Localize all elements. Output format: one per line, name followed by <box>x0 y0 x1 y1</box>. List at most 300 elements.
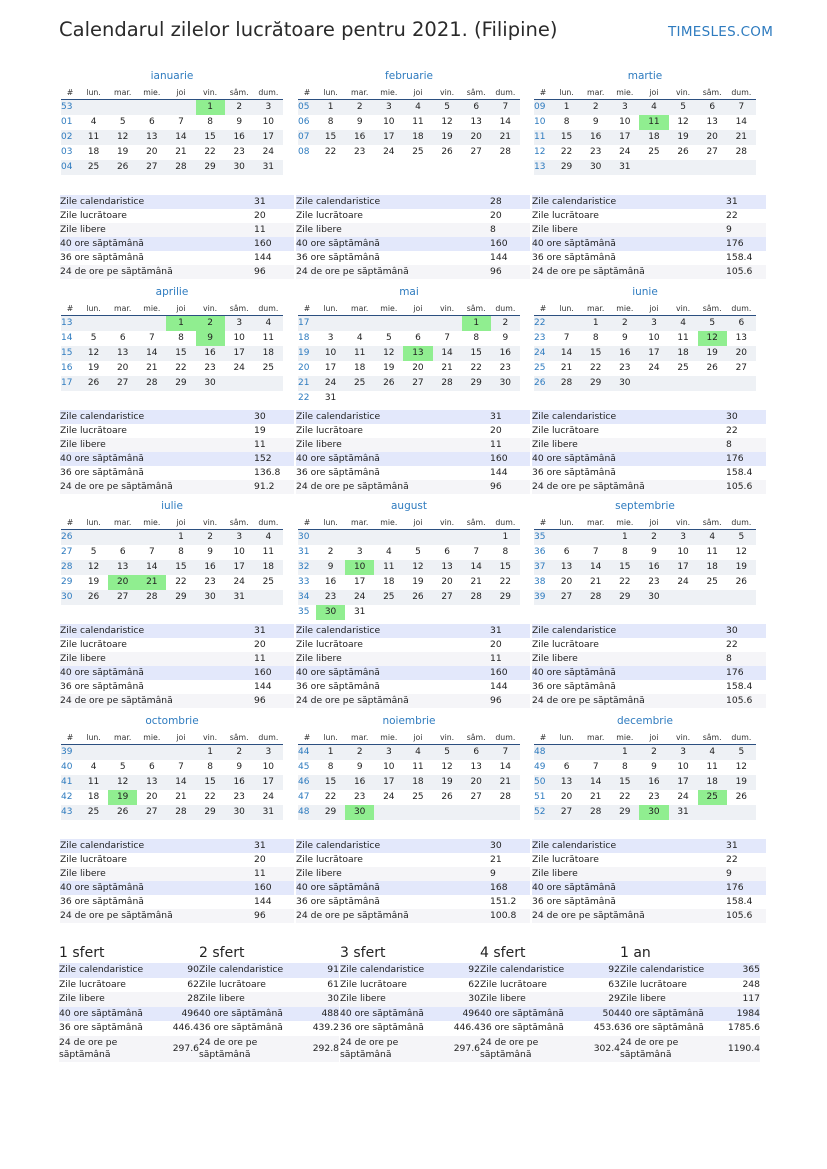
day-cell[interactable]: 14 <box>552 346 581 361</box>
day-cell[interactable]: 29 <box>491 590 520 605</box>
day-cell[interactable]: 13 <box>706 117 718 127</box>
day-cell[interactable]: 6 <box>415 333 421 343</box>
day-cell[interactable]: 5 <box>727 745 756 760</box>
day-cell[interactable]: 24 <box>383 147 395 157</box>
day-cell[interactable]: 8 <box>592 333 599 343</box>
day-cell[interactable]: 5 <box>90 333 97 343</box>
day-cell[interactable]: 7 <box>491 100 520 115</box>
day-cell[interactable]: 25 <box>677 363 689 373</box>
day-cell[interactable]: 21 <box>589 792 602 802</box>
day-cell[interactable]: 4 <box>403 745 432 760</box>
day-cell[interactable]: 30 <box>639 590 668 605</box>
day-cell[interactable]: 5 <box>669 100 698 115</box>
day-cell[interactable]: 8 <box>621 762 628 772</box>
day-cell[interactable]: 21 <box>175 792 187 802</box>
day-cell[interactable]: 7 <box>727 100 756 115</box>
day-cell[interactable]: 23 <box>648 792 660 802</box>
day-cell[interactable]: 28 <box>462 590 491 605</box>
day-cell[interactable]: 18 <box>254 346 283 361</box>
day-cell[interactable]: 19 <box>669 130 698 145</box>
day-cell[interactable]: 5 <box>698 316 727 331</box>
day-cell[interactable]: 18 <box>698 560 727 575</box>
day-cell[interactable]: 26 <box>677 147 689 157</box>
day-cell[interactable]: 29 <box>166 590 195 605</box>
day-cell[interactable]: 8 <box>502 547 509 557</box>
day-cell[interactable]: 1 <box>581 316 610 331</box>
day-cell[interactable]: 23 <box>589 147 602 157</box>
day-cell[interactable]: 24 <box>619 147 631 157</box>
day-cell[interactable]: 17 <box>669 775 698 790</box>
day-cell[interactable]: 28 <box>137 376 166 391</box>
day-cell[interactable]: 3 <box>356 547 363 557</box>
day-cell[interactable]: 6 <box>119 333 126 343</box>
day-cell[interactable]: 16 <box>345 775 374 790</box>
day-cell[interactable]: 11 <box>345 346 374 361</box>
day-cell[interactable]: 28 <box>735 147 748 157</box>
day-cell[interactable]: 31 <box>254 805 283 820</box>
day-cell[interactable]: 27 <box>108 376 137 391</box>
day-cell[interactable]: 26 <box>735 792 748 802</box>
day-cell[interactable]: 3 <box>225 530 254 545</box>
day-cell[interactable]: 28 <box>137 590 166 605</box>
day-cell[interactable]: 27 <box>108 590 137 605</box>
day-cell[interactable]: 14 <box>137 346 166 361</box>
day-cell[interactable]: 24 <box>677 577 689 587</box>
day-cell[interactable]: 25 <box>412 792 424 802</box>
day-cell[interactable]: 25 <box>706 577 718 587</box>
day-cell[interactable]: 21 <box>137 575 166 590</box>
day-cell[interactable]: 6 <box>563 762 570 772</box>
day-cell[interactable]: 29 <box>552 160 581 175</box>
day-cell[interactable]: 20 <box>146 147 158 157</box>
day-cell[interactable]: 9 <box>236 762 243 772</box>
day-cell[interactable]: 17 <box>225 346 254 361</box>
day-cell[interactable]: 5 <box>727 530 756 545</box>
day-cell[interactable]: 8 <box>178 333 184 343</box>
day-cell[interactable]: 6 <box>148 117 155 127</box>
day-cell[interactable]: 7 <box>444 333 450 343</box>
day-cell[interactable]: 25 <box>698 790 727 805</box>
day-cell[interactable]: 25 <box>79 805 108 820</box>
day-cell[interactable]: 20 <box>727 346 756 361</box>
day-cell[interactable]: 6 <box>462 745 491 760</box>
day-cell[interactable]: 26 <box>79 376 108 391</box>
day-cell[interactable]: 15 <box>166 346 195 361</box>
day-cell[interactable]: 31 <box>324 393 337 403</box>
day-cell[interactable]: 10 <box>262 117 275 127</box>
day-cell[interactable]: 21 <box>146 363 158 373</box>
day-cell[interactable]: 16 <box>491 346 520 361</box>
day-cell[interactable]: 24 <box>677 792 689 802</box>
day-cell[interactable]: 15 <box>196 130 225 145</box>
day-cell[interactable]: 27 <box>735 363 748 373</box>
day-cell[interactable]: 28 <box>166 805 195 820</box>
day-cell[interactable]: 12 <box>374 346 403 361</box>
day-cell[interactable]: 28 <box>499 147 512 157</box>
day-cell[interactable]: 1 <box>610 530 639 545</box>
day-cell[interactable]: 20 <box>462 775 491 790</box>
day-cell[interactable]: 7 <box>473 547 480 557</box>
day-cell[interactable]: 28 <box>581 805 610 820</box>
day-cell[interactable]: 21 <box>491 775 520 790</box>
day-cell[interactable]: 6 <box>119 547 126 557</box>
day-cell[interactable]: 22 <box>324 792 337 802</box>
day-cell[interactable]: 13 <box>433 560 462 575</box>
day-cell[interactable]: 27 <box>403 376 432 391</box>
day-cell[interactable]: 15 <box>491 560 520 575</box>
day-cell[interactable]: 18 <box>87 147 100 157</box>
day-cell[interactable]: 2 <box>639 745 668 760</box>
day-cell[interactable]: 26 <box>441 147 453 157</box>
day-cell[interactable]: 16 <box>225 775 254 790</box>
day-cell[interactable]: 17 <box>254 775 283 790</box>
day-cell[interactable]: 12 <box>698 331 727 346</box>
day-cell[interactable]: 7 <box>592 547 599 557</box>
day-cell[interactable]: 21 <box>727 130 756 145</box>
day-cell[interactable]: 31 <box>225 590 254 605</box>
day-cell[interactable]: 8 <box>327 762 334 772</box>
day-cell[interactable]: 6 <box>698 100 727 115</box>
day-cell[interactable]: 23 <box>233 147 245 157</box>
day-cell[interactable]: 15 <box>610 775 639 790</box>
day-cell[interactable]: 8 <box>473 333 480 343</box>
day-cell[interactable]: 6 <box>727 316 756 331</box>
day-cell[interactable]: 8 <box>207 762 213 772</box>
day-cell[interactable]: 4 <box>356 333 363 343</box>
day-cell[interactable]: 27 <box>433 590 462 605</box>
brand-logo-link[interactable]: TIMESLES.COM <box>668 24 774 40</box>
day-cell[interactable]: 3 <box>327 333 334 343</box>
day-cell[interactable]: 23 <box>499 363 512 373</box>
day-cell[interactable]: 27 <box>470 147 482 157</box>
day-cell[interactable]: 22 <box>470 363 482 373</box>
day-cell[interactable]: 11 <box>677 333 689 343</box>
day-cell[interactable]: 23 <box>648 577 660 587</box>
day-cell[interactable]: 15 <box>552 130 581 145</box>
day-cell[interactable]: 12 <box>735 547 748 557</box>
day-cell[interactable]: 5 <box>119 117 126 127</box>
day-cell[interactable]: 2 <box>196 316 225 331</box>
day-cell[interactable]: 2 <box>581 100 610 115</box>
day-cell[interactable]: 20 <box>462 130 491 145</box>
day-cell[interactable]: 22 <box>175 363 187 373</box>
day-cell[interactable]: 11 <box>412 762 424 772</box>
day-cell[interactable]: 30 <box>639 805 668 820</box>
day-cell[interactable]: 5 <box>433 100 462 115</box>
day-cell[interactable]: 3 <box>669 530 698 545</box>
day-cell[interactable]: 2 <box>491 316 520 331</box>
day-cell[interactable]: 13 <box>470 117 482 127</box>
day-cell[interactable]: 24 <box>345 590 374 605</box>
day-cell[interactable]: 15 <box>462 346 491 361</box>
day-cell[interactable]: 10 <box>345 560 374 575</box>
day-cell[interactable]: 5 <box>90 547 97 557</box>
day-cell[interactable]: 25 <box>648 147 660 157</box>
day-cell[interactable]: 30 <box>316 605 345 620</box>
day-cell[interactable]: 17 <box>610 130 639 145</box>
day-cell[interactable]: 23 <box>204 577 216 587</box>
day-cell[interactable]: 18 <box>639 130 668 145</box>
day-cell[interactable]: 19 <box>433 775 462 790</box>
day-cell[interactable]: 6 <box>148 762 155 772</box>
day-cell[interactable]: 10 <box>677 547 689 557</box>
day-cell[interactable]: 17 <box>225 560 254 575</box>
day-cell[interactable]: 26 <box>706 363 718 373</box>
day-cell[interactable]: 23 <box>204 363 216 373</box>
day-cell[interactable]: 13 <box>137 775 166 790</box>
day-cell[interactable]: 14 <box>166 130 195 145</box>
day-cell[interactable]: 29 <box>166 376 195 391</box>
day-cell[interactable]: 21 <box>589 577 602 587</box>
day-cell[interactable]: 14 <box>462 560 491 575</box>
day-cell[interactable]: 12 <box>108 775 137 790</box>
day-cell[interactable]: 29 <box>462 376 491 391</box>
day-cell[interactable]: 31 <box>669 805 698 820</box>
day-cell[interactable]: 18 <box>87 792 100 802</box>
day-cell[interactable]: 28 <box>499 792 512 802</box>
day-cell[interactable]: 15 <box>316 775 345 790</box>
day-cell[interactable]: 19 <box>727 775 756 790</box>
day-cell[interactable]: 11 <box>262 547 275 557</box>
day-cell[interactable]: 4 <box>698 530 727 545</box>
day-cell[interactable]: 28 <box>581 590 610 605</box>
day-cell[interactable]: 14 <box>499 762 512 772</box>
day-cell[interactable]: 9 <box>592 117 599 127</box>
day-cell[interactable]: 13 <box>403 346 432 361</box>
day-cell[interactable]: 19 <box>433 130 462 145</box>
day-cell[interactable]: 26 <box>403 590 432 605</box>
day-cell[interactable]: 2 <box>196 530 225 545</box>
day-cell[interactable]: 30 <box>345 805 374 820</box>
day-cell[interactable]: 7 <box>563 333 570 343</box>
day-cell[interactable]: 7 <box>148 547 155 557</box>
day-cell[interactable]: 16 <box>610 346 639 361</box>
day-cell[interactable]: 9 <box>651 762 657 772</box>
day-cell[interactable]: 9 <box>651 547 657 557</box>
day-cell[interactable]: 10 <box>262 762 275 772</box>
day-cell[interactable]: 27 <box>552 590 581 605</box>
day-cell[interactable]: 25 <box>345 376 374 391</box>
day-cell[interactable]: 13 <box>470 762 482 772</box>
day-cell[interactable]: 4 <box>90 762 97 772</box>
day-cell[interactable]: 16 <box>639 775 668 790</box>
day-cell[interactable]: 20 <box>560 577 573 587</box>
day-cell[interactable]: 16 <box>581 130 610 145</box>
day-cell[interactable]: 27 <box>137 160 166 175</box>
day-cell[interactable]: 4 <box>254 530 283 545</box>
day-cell[interactable]: 12 <box>441 762 453 772</box>
day-cell[interactable]: 14 <box>581 560 610 575</box>
day-cell[interactable]: 21 <box>560 363 573 373</box>
day-cell[interactable]: 20 <box>560 792 573 802</box>
day-cell[interactable]: 7 <box>148 333 155 343</box>
day-cell[interactable]: 29 <box>610 590 639 605</box>
day-cell[interactable]: 10 <box>648 333 660 343</box>
day-cell[interactable]: 4 <box>254 316 283 331</box>
day-cell[interactable]: 19 <box>698 346 727 361</box>
day-cell[interactable]: 10 <box>316 346 345 361</box>
day-cell[interactable]: 17 <box>353 577 366 587</box>
day-cell[interactable]: 8 <box>563 117 570 127</box>
day-cell[interactable]: 22 <box>175 577 187 587</box>
day-cell[interactable]: 21 <box>491 130 520 145</box>
day-cell[interactable]: 22 <box>499 577 512 587</box>
day-cell[interactable]: 1 <box>316 745 345 760</box>
day-cell[interactable]: 18 <box>254 560 283 575</box>
day-cell[interactable]: 24 <box>262 792 275 802</box>
day-cell[interactable]: 8 <box>327 117 334 127</box>
day-cell[interactable]: 4 <box>698 745 727 760</box>
day-cell[interactable]: 13 <box>552 775 581 790</box>
day-cell[interactable]: 5 <box>385 333 392 343</box>
day-cell[interactable]: 9 <box>502 333 509 343</box>
day-cell[interactable]: 7 <box>178 762 184 772</box>
day-cell[interactable]: 17 <box>324 363 337 373</box>
day-cell[interactable]: 12 <box>735 762 748 772</box>
day-cell[interactable]: 14 <box>499 117 512 127</box>
day-cell[interactable]: 13 <box>137 130 166 145</box>
day-cell[interactable]: 15 <box>610 560 639 575</box>
day-cell[interactable]: 12 <box>79 560 108 575</box>
day-cell[interactable]: 10 <box>233 547 245 557</box>
day-cell[interactable]: 2 <box>639 530 668 545</box>
day-cell[interactable]: 3 <box>639 316 668 331</box>
day-cell[interactable]: 11 <box>639 115 668 130</box>
day-cell[interactable]: 31 <box>610 160 639 175</box>
day-cell[interactable]: 25 <box>262 577 275 587</box>
day-cell[interactable]: 30 <box>610 376 639 391</box>
day-cell[interactable]: 11 <box>374 560 403 575</box>
day-cell[interactable]: 10 <box>383 762 395 772</box>
day-cell[interactable]: 11 <box>706 547 718 557</box>
day-cell[interactable]: 30 <box>225 805 254 820</box>
day-cell[interactable]: 2 <box>225 100 254 115</box>
day-cell[interactable]: 6 <box>462 100 491 115</box>
day-cell[interactable]: 28 <box>552 376 581 391</box>
day-cell[interactable]: 20 <box>698 130 727 145</box>
day-cell[interactable]: 2 <box>345 100 374 115</box>
day-cell[interactable]: 1 <box>462 316 491 331</box>
day-cell[interactable]: 28 <box>433 376 462 391</box>
day-cell[interactable]: 1 <box>316 100 345 115</box>
day-cell[interactable]: 14 <box>735 117 748 127</box>
day-cell[interactable]: 3 <box>254 745 283 760</box>
day-cell[interactable]: 4 <box>669 316 698 331</box>
day-cell[interactable]: 13 <box>108 560 137 575</box>
day-cell[interactable]: 19 <box>108 790 137 805</box>
day-cell[interactable]: 31 <box>353 607 366 617</box>
day-cell[interactable]: 18 <box>353 363 366 373</box>
day-cell[interactable]: 15 <box>196 775 225 790</box>
day-cell[interactable]: 10 <box>677 762 689 772</box>
day-cell[interactable]: 28 <box>166 160 195 175</box>
day-cell[interactable]: 23 <box>619 363 631 373</box>
day-cell[interactable]: 15 <box>581 346 610 361</box>
day-cell[interactable]: 12 <box>677 117 689 127</box>
day-cell[interactable]: 17 <box>254 130 283 145</box>
day-cell[interactable]: 7 <box>491 745 520 760</box>
day-cell[interactable]: 13 <box>735 333 748 343</box>
day-cell[interactable]: 26 <box>374 376 403 391</box>
day-cell[interactable]: 29 <box>316 805 345 820</box>
day-cell[interactable]: 30 <box>196 590 225 605</box>
day-cell[interactable]: 11 <box>79 775 108 790</box>
day-cell[interactable]: 4 <box>385 547 392 557</box>
day-cell[interactable]: 24 <box>383 792 395 802</box>
day-cell[interactable]: 20 <box>108 575 137 590</box>
day-cell[interactable]: 24 <box>233 577 245 587</box>
day-cell[interactable]: 20 <box>441 577 453 587</box>
day-cell[interactable]: 19 <box>412 577 424 587</box>
day-cell[interactable]: 27 <box>706 147 718 157</box>
day-cell[interactable]: 31 <box>254 160 283 175</box>
day-cell[interactable]: 1 <box>166 530 195 545</box>
day-cell[interactable]: 19 <box>727 560 756 575</box>
day-cell[interactable]: 3 <box>374 745 403 760</box>
day-cell[interactable]: 30 <box>581 160 610 175</box>
day-cell[interactable]: 1 <box>552 100 581 115</box>
day-cell[interactable]: 1 <box>166 316 195 331</box>
day-cell[interactable]: 22 <box>324 147 337 157</box>
day-cell[interactable]: 16 <box>196 346 225 361</box>
day-cell[interactable]: 9 <box>236 117 243 127</box>
day-cell[interactable]: 5 <box>433 745 462 760</box>
day-cell[interactable]: 1 <box>196 100 225 115</box>
day-cell[interactable]: 10 <box>233 333 245 343</box>
day-cell[interactable]: 14 <box>433 346 462 361</box>
day-cell[interactable]: 25 <box>262 363 275 373</box>
day-cell[interactable]: 13 <box>108 346 137 361</box>
day-cell[interactable]: 17 <box>669 560 698 575</box>
day-cell[interactable]: 11 <box>706 762 718 772</box>
day-cell[interactable]: 16 <box>196 560 225 575</box>
day-cell[interactable]: 21 <box>470 577 482 587</box>
day-cell[interactable]: 23 <box>353 147 366 157</box>
day-cell[interactable]: 22 <box>204 147 216 157</box>
day-cell[interactable]: 2 <box>327 547 334 557</box>
day-cell[interactable]: 29 <box>196 160 225 175</box>
day-cell[interactable]: 25 <box>374 590 403 605</box>
day-cell[interactable]: 8 <box>207 117 213 127</box>
day-cell[interactable]: 26 <box>108 160 137 175</box>
day-cell[interactable]: 7 <box>592 762 599 772</box>
day-cell[interactable]: 3 <box>610 100 639 115</box>
day-cell[interactable]: 1 <box>491 530 520 545</box>
day-cell[interactable]: 24 <box>233 363 245 373</box>
day-cell[interactable]: 18 <box>383 577 395 587</box>
day-cell[interactable]: 12 <box>403 560 432 575</box>
day-cell[interactable]: 15 <box>166 560 195 575</box>
day-cell[interactable]: 22 <box>560 147 573 157</box>
day-cell[interactable]: 13 <box>552 560 581 575</box>
day-cell[interactable]: 29 <box>581 376 610 391</box>
day-cell[interactable]: 4 <box>403 100 432 115</box>
day-cell[interactable]: 3 <box>669 745 698 760</box>
day-cell[interactable]: 9 <box>207 547 213 557</box>
day-cell[interactable]: 4 <box>90 117 97 127</box>
day-cell[interactable]: 16 <box>345 130 374 145</box>
day-cell[interactable]: 8 <box>178 547 184 557</box>
day-cell[interactable]: 2 <box>610 316 639 331</box>
day-cell[interactable]: 14 <box>166 775 195 790</box>
day-cell[interactable]: 8 <box>621 547 628 557</box>
day-cell[interactable]: 14 <box>581 775 610 790</box>
day-cell[interactable]: 2 <box>345 745 374 760</box>
day-cell[interactable]: 27 <box>137 805 166 820</box>
day-cell[interactable]: 20 <box>412 363 424 373</box>
day-cell[interactable]: 1 <box>196 745 225 760</box>
day-cell[interactable]: 27 <box>552 805 581 820</box>
